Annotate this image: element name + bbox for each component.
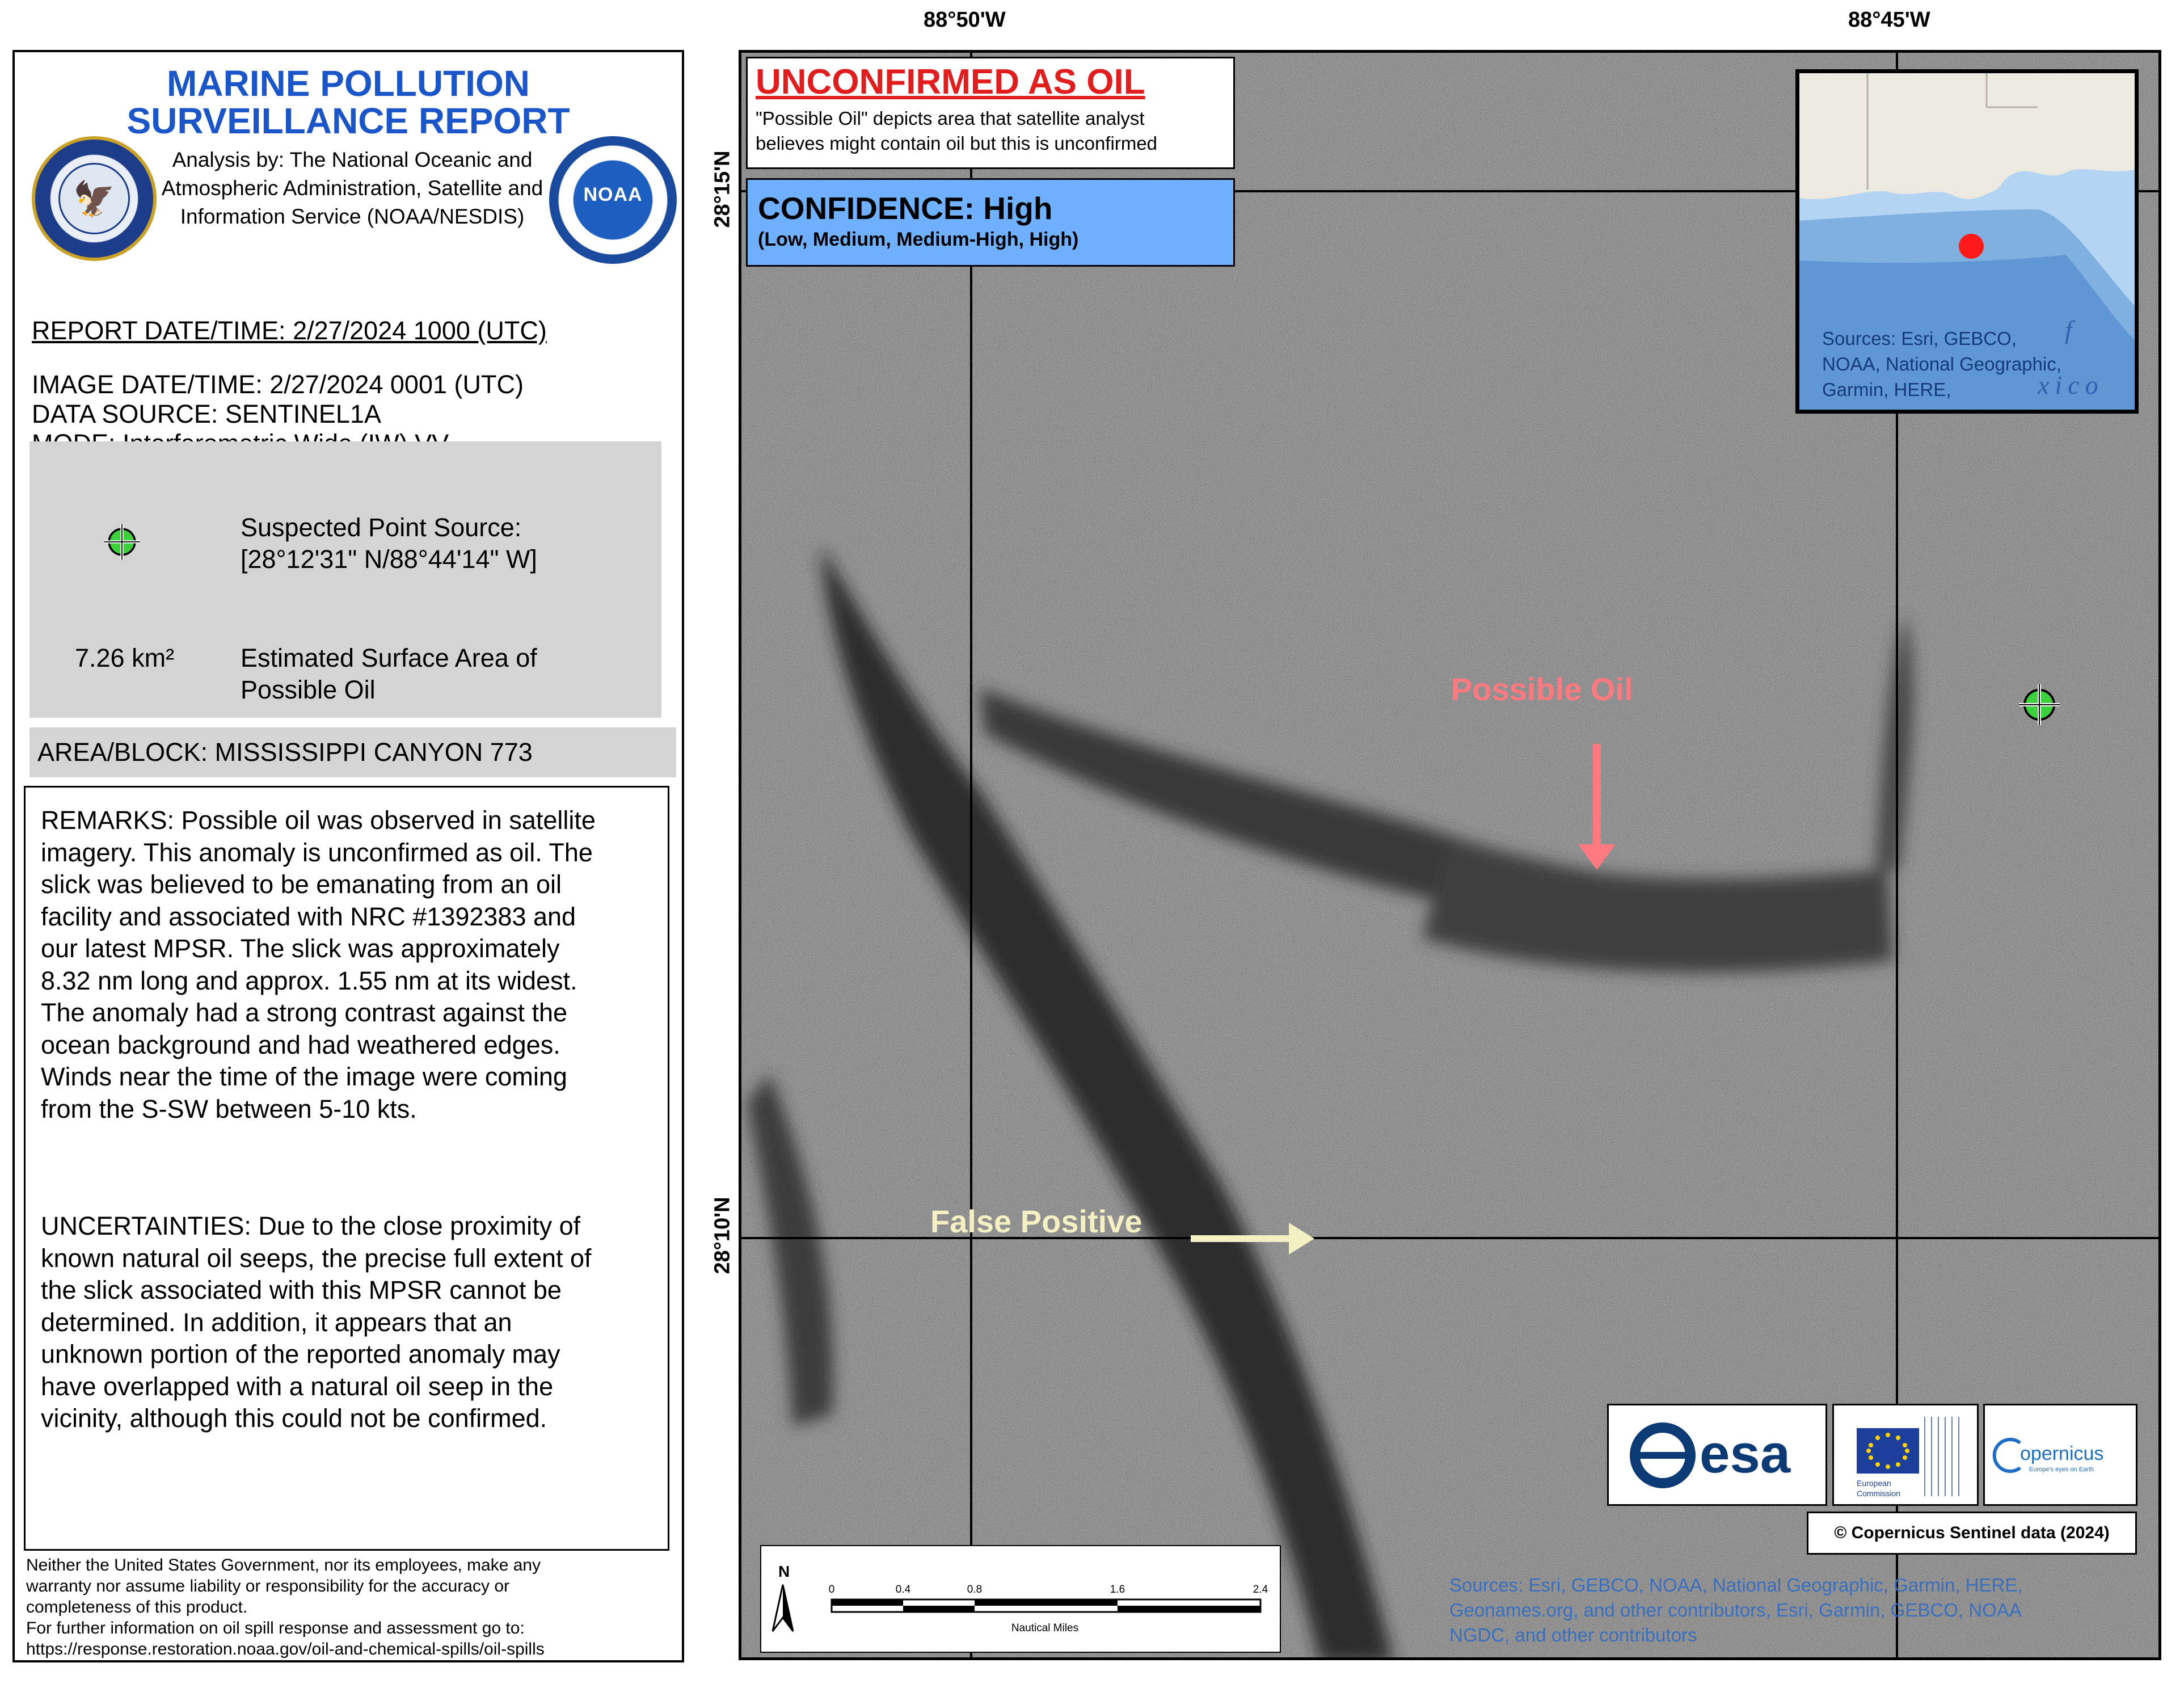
analysis-credit-line2: Atmospheric Administration, Satellite and (161, 176, 543, 200)
remarks-line: from the S-SW between 5-10 kts. (41, 1094, 417, 1123)
grid-label-lon1: 88°50'W (924, 8, 1006, 32)
eu-flag-icon (1834, 1405, 1977, 1504)
scale-unit: Nautical Miles (1011, 1622, 1079, 1634)
scale-tick-1: 0.4 (895, 1584, 911, 1596)
area-block: AREA/BLOCK: MISSISSIPPI CANYON 773 (29, 727, 676, 777)
inset-partial-label-f: f (2065, 315, 2072, 344)
grid-label-lat1: 28°15'N (710, 150, 735, 228)
uncertainties-line: determined. In addition, it appears that an (41, 1307, 512, 1337)
point-source-coordinates: [28°12'31" N/88°44'14" W] (241, 545, 537, 574)
esa-logo-icon (1609, 1405, 1825, 1504)
copernicus-logo (1983, 1404, 2137, 1506)
unconfirmed-title: UNCONFIRMED AS OIL (756, 62, 1145, 102)
ec-line2: Commission (1857, 1489, 1901, 1498)
scale-tick-3: 1.6 (1110, 1584, 1125, 1596)
ec-line1: European (1857, 1479, 1891, 1488)
scale-tick-4: 2.4 (1253, 1584, 1268, 1596)
north-arrow-label: N (778, 1563, 790, 1580)
uncertainties-line: have overlapped with a natural oil seep in the (41, 1371, 554, 1401)
scale-bar (760, 1545, 1281, 1653)
analysis-credit-line3: Information Service (NOAA/NESDIS) (180, 205, 525, 228)
uncertainties-line: vicinity, although this could not be confirmed. (41, 1404, 547, 1433)
european-commission-logo (1832, 1404, 1979, 1506)
data-source: DATA SOURCE: SENTINEL1A (32, 399, 381, 428)
inset-partial-label: xico (2038, 371, 2104, 399)
remarks-line: our latest MPSR. The slick was approximately (41, 934, 560, 963)
image-datetime: IMAGE DATE/TIME: 2/27/2024 0001 (UTC) (32, 370, 524, 399)
map-sources-line3: NGDC, and other contributors (1449, 1624, 1697, 1645)
uncertainties-line: the slick associated with this MPSR cannot be (41, 1276, 562, 1304)
inset-sources-line3: Garmin, HERE, (1822, 379, 1951, 400)
uncertainties-line: unknown portion of the reported anomaly may (41, 1340, 560, 1369)
inset-sources-line2: NOAA, National Geographic, (1822, 353, 2061, 374)
copernicus-tagline: Europe's eyes on Earth (2029, 1466, 2094, 1473)
noaa-logo-text: NOAA (583, 184, 643, 205)
remarks-line: ocean background and had weathered edges. (41, 1030, 560, 1059)
disclaimer-line: warranty nor assume liability or responsibility for the accuracy or (26, 1577, 509, 1596)
area-value: 7.26 km² (75, 643, 175, 672)
point-source-label-line1: Suspected Point Source: (241, 513, 522, 542)
grid-label-lon2: 88°45'W (1848, 8, 1930, 32)
disclaimer-line: For further information on oil spill response and assessment go to: (26, 1619, 525, 1638)
disclaimer-line: Neither the United States Government, nor its employees, make any (26, 1556, 541, 1575)
remarks-line: The anomaly had a strong contrast against the (41, 998, 568, 1027)
unconfirmed-notice (746, 57, 1235, 169)
report-title-line1: MARINE POLLUTION (167, 63, 530, 104)
uncertainties-line: UNCERTAINTIES: Due to the close proximity of (41, 1211, 581, 1240)
remarks-line: imagery. This anomaly is unconfirmed as oil. The (41, 837, 593, 867)
inset-sources-line1: Sources: Esri, GEBCO, (1822, 328, 2017, 349)
copyright-notice: © Copernicus Sentinel data (2024) (1807, 1512, 2137, 1555)
map-sources-line2: Geonames.org, and other contributors, Esri, Garmin, GEBCO, NOAA (1449, 1599, 2022, 1620)
scale-tick-0: 0 (828, 1584, 835, 1596)
inset-locator-map[interactable] (1795, 69, 2139, 414)
uncertainties-line: known natural oil seeps, the precise full extent of (41, 1243, 592, 1273)
report-title-line2: SURVEILLANCE REPORT (127, 100, 570, 141)
analysis-credit-line1: Analysis by: The National Oceanic and (172, 148, 533, 171)
inset-sources (1822, 326, 2061, 402)
remarks-line: facility and associated with NRC #1392383 and (41, 902, 576, 931)
remarks-line: REMARKS: Possible oil was observed in satellite (41, 806, 596, 835)
area-label-line2: Possible Oil (241, 675, 376, 704)
noaa-logo-icon (549, 136, 677, 264)
report-datetime: REPORT DATE/TIME: 2/27/2024 1000 (UTC) (32, 316, 547, 345)
scale-tick-2: 0.8 (967, 1584, 983, 1596)
remarks-line: Winds near the time of the image were coming (41, 1062, 567, 1091)
confidence-box (746, 178, 1235, 267)
unconfirmed-line1: "Possible Oil" depicts area that satellite analyst (756, 108, 1145, 129)
disclaimer-line: https://response.restoration.noaa.gov/oil-and-chemical-spills/oil-spills (26, 1640, 545, 1658)
false-positive-label: False Positive (930, 1203, 1142, 1239)
esa-logo-text: esa (1700, 1424, 1791, 1484)
copernicus-logo-icon (1985, 1405, 2136, 1504)
unconfirmed-line2: believes might contain oil but this is unconfirmed (756, 133, 1158, 154)
green-crosshair-icon (102, 522, 142, 562)
remarks-line: 8.32 nm long and approx. 1.55 nm at its widest. (41, 966, 577, 995)
disclaimer-line: completeness of this product. (26, 1598, 248, 1617)
copernicus-logo-text: opernicus (2020, 1443, 2104, 1464)
esa-logo (1607, 1404, 1827, 1506)
confidence-title: CONFIDENCE: High (758, 191, 1053, 226)
map-sources-line1: Sources: Esri, GEBCO, NOAA, National Geographic, Garmin, HERE, (1449, 1575, 2023, 1596)
scale-bar-graphic (761, 1546, 1280, 1652)
remarks-line: slick was believed to be emanating from an oil (41, 870, 562, 899)
grid-label-lat2: 28°10'N (710, 1197, 735, 1274)
map-sources (1449, 1573, 2147, 1648)
area-label-line1: Estimated Surface Area of (241, 643, 537, 672)
possible-oil-label: Possible Oil (1451, 671, 1633, 707)
confidence-scale: (Low, Medium, Medium-High, High) (758, 229, 1079, 250)
commerce-seal-icon: 🦅 (32, 136, 157, 261)
